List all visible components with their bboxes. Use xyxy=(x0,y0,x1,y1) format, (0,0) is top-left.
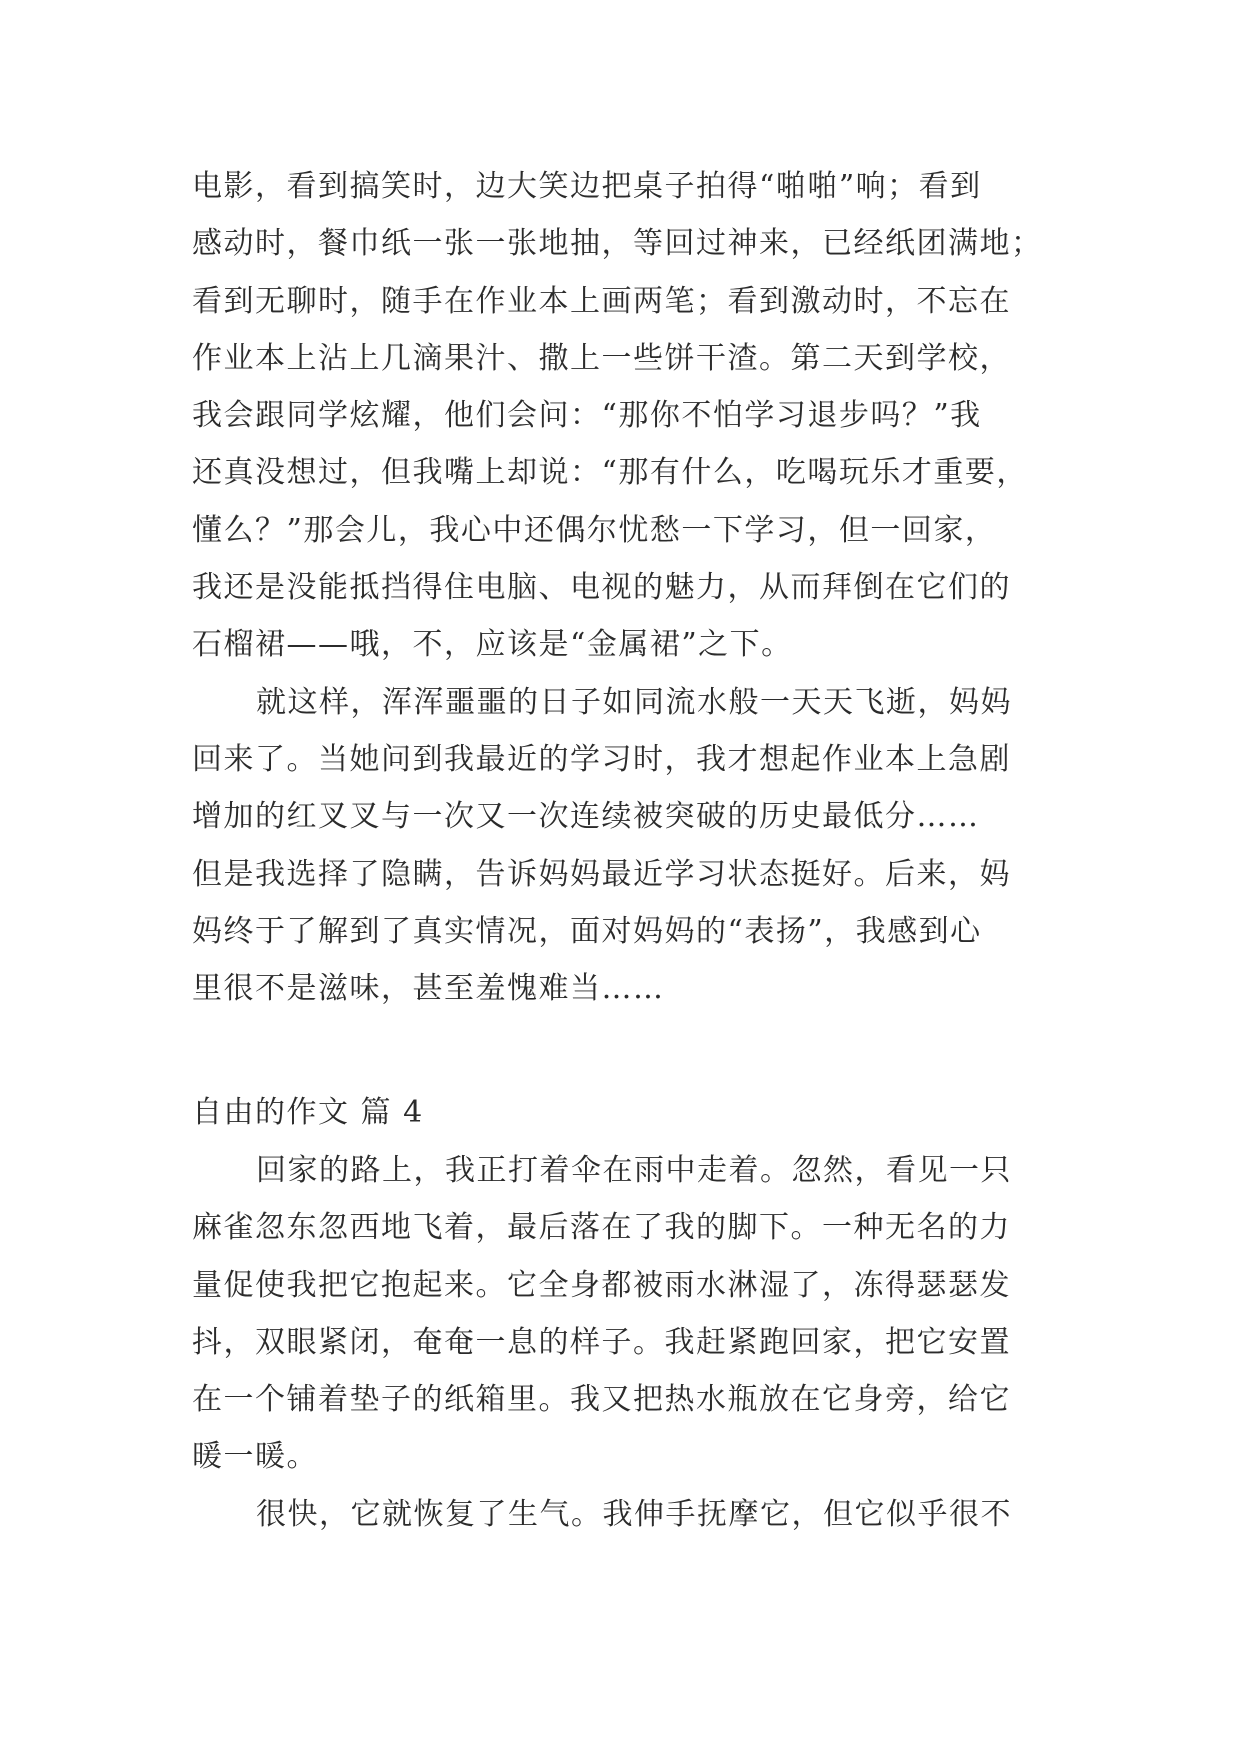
essay-body-4 xyxy=(192,1142,1062,1543)
essay-body-continued xyxy=(192,158,1062,1017)
text-line: 但是我选择了隐瞒，告诉妈妈最近学习状态挺好。后来，妈 xyxy=(192,856,1011,892)
text-line: 里很不是滋味，甚至羞愧难当…… xyxy=(192,971,665,1007)
text-line: 石榴裙——哦，不，应该是“金属裙”之下。 xyxy=(192,627,793,663)
text-line: 还真没想过，但我嘴上却说：“那有什么，吃喝玩乐才重要， xyxy=(192,455,1028,491)
text-line: 麻雀忽东忽西地飞着，最后落在了我的脚下。一种无名的力 xyxy=(192,1210,1011,1246)
paragraph-start-line: 很快，它就恢复了生气。我伸手抚摩它，但它似乎很不 xyxy=(256,1496,1012,1532)
text-line: 看到无聊时，随手在作业本上画两笔；看到激动时，不忘在 xyxy=(192,283,1011,319)
text-line: 暖一暖。 xyxy=(192,1439,318,1475)
text-line: 抖，双眼紧闭，奄奄一息的样子。我赶紧跑回家，把它安置 xyxy=(192,1324,1011,1360)
text-line: 妈终于了解到了真实情况，面对妈妈的“表扬”，我感到心 xyxy=(192,913,982,949)
text-line: 增加的红叉叉与一次又一次连续被突破的历史最低分…… xyxy=(192,799,980,835)
text-line: 我会跟同学炫耀，他们会问：“那你不怕学习退步吗？”我 xyxy=(192,398,982,434)
text-line: 感动时，餐巾纸一张一张地抽，等回过神来，已经纸团满地； xyxy=(192,226,1043,262)
text-line: 电影，看到搞笑时，边大笑边把桌子拍得“啪啪”响；看到 xyxy=(192,169,982,204)
text-line: 懂么？”那会儿，我心中还偶尔忧愁一下学习，但一回家， xyxy=(192,512,997,548)
section-heading: 自由的作文 篇 4 xyxy=(192,1095,424,1130)
text-line: 量促使我把它抱起来。它全身都被雨水淋湿了，冻得瑟瑟发 xyxy=(192,1267,1011,1303)
paragraph-start-line: 回家的路上，我正打着伞在雨中走着。忽然，看见一只 xyxy=(256,1153,1012,1188)
text-line: 我还是没能抵挡得住电脑、电视的魅力，从而拜倒在它们的 xyxy=(192,570,1011,606)
paragraph-start-line: 就这样，浑浑噩噩的日子如同流水般一天天飞逝，妈妈 xyxy=(256,684,1012,720)
text-line: 在一个铺着垫子的纸箱里。我又把热水瓶放在它身旁，给它 xyxy=(192,1382,1011,1418)
text-line: 作业本上沾上几滴果汁、撒上一些饼干渣。第二天到学校， xyxy=(192,340,1011,376)
text-line: 回来了。当她问到我最近的学习时，我才想起作业本上急剧 xyxy=(192,741,1011,777)
